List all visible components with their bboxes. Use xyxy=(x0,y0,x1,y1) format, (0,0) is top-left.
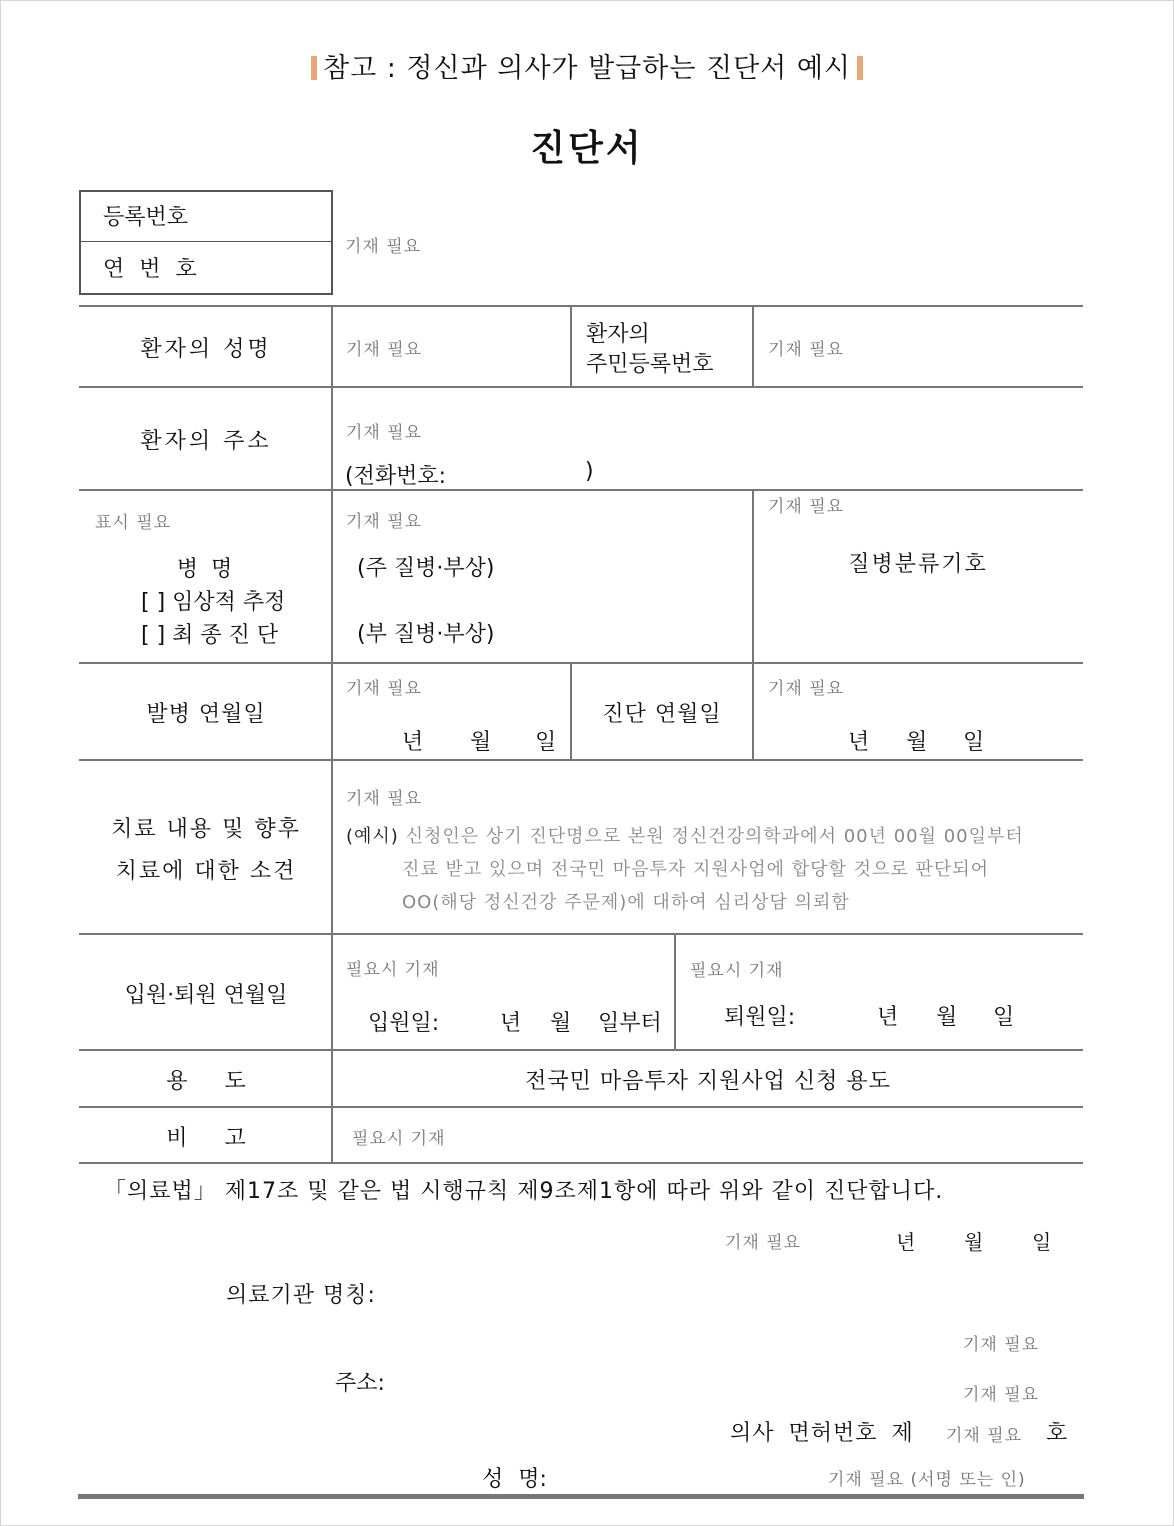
license-suffix: 호 xyxy=(1046,1421,1068,1446)
clinical-estimate-checkbox[interactable]: [ ] 임상적 추정 xyxy=(141,590,286,615)
sub-disease-label: (부 질병·부상) xyxy=(357,622,495,647)
legal-statement: 「의료법」 제17조 및 같은 법 시행규칙 제9조제1항에 따라 위와 같이 진단합니다. xyxy=(104,1179,944,1204)
phone-close: ) xyxy=(585,459,594,484)
treatment-label-line1: 치료 내용 및 향후 xyxy=(111,817,301,842)
diagnosis-date-hint[interactable]: 기재 필요 xyxy=(768,679,845,699)
diagnosis-day: 일 xyxy=(963,730,985,755)
disease-code-label: 질병분류기호 xyxy=(848,552,988,577)
row-line xyxy=(79,305,1083,307)
admission-hint[interactable]: 필요시 기재 xyxy=(346,960,440,980)
column-line xyxy=(674,933,676,1051)
onset-day: 일 xyxy=(535,730,557,755)
row-line xyxy=(79,759,1083,761)
patient-rrn-label-line1: 환자의 xyxy=(586,322,650,347)
header-title xyxy=(0,46,1174,85)
registration-hint[interactable]: 기재 필요 xyxy=(345,237,422,257)
serial-number-label: 연 번 호 xyxy=(103,257,201,282)
diagnosis-month: 월 xyxy=(906,730,928,755)
institution-address-label: 주소: xyxy=(335,1371,385,1396)
column-line xyxy=(570,305,572,388)
diagnosis-date-label: 진단 연월일 xyxy=(602,702,722,727)
admission-month: 월 xyxy=(550,1011,572,1036)
onset-month: 월 xyxy=(470,730,492,755)
institution-name-label: 의료기관 명칭: xyxy=(226,1283,376,1308)
column-line xyxy=(752,305,754,388)
purpose-label: 용 도 xyxy=(166,1069,246,1094)
discharge-year: 년 xyxy=(877,1005,899,1030)
treatment-hint[interactable]: 기재 필요 xyxy=(346,789,423,809)
registration-divider xyxy=(80,241,332,242)
discharge-date-label: 퇴원일: xyxy=(724,1005,796,1030)
treatment-label-line2: 치료에 대한 소견 xyxy=(115,859,297,884)
accent-bar-left xyxy=(311,56,317,80)
column-line xyxy=(331,305,333,1164)
row-line xyxy=(79,662,1083,664)
patient-address-label: 환자의 주소 xyxy=(140,429,272,454)
license-prefix: 의사 면허번호 제 xyxy=(730,1421,914,1446)
issue-day: 일 xyxy=(1032,1230,1052,1254)
remarks-field[interactable]: 필요시 기재 xyxy=(352,1129,446,1149)
main-disease-label: (주 질병·부상) xyxy=(357,556,495,581)
onset-date-hint[interactable]: 기재 필요 xyxy=(346,679,423,699)
admission-label: 입원·퇴원 연월일 xyxy=(124,983,288,1008)
discharge-hint[interactable]: 필요시 기재 xyxy=(690,961,784,981)
example-text-1: 신청인은 상기 진단명으로 본원 정신건강의학과에서 00년 00월 00일부터 xyxy=(405,826,1024,847)
discharge-month: 월 xyxy=(936,1005,958,1030)
document-title: 진단서 xyxy=(530,128,644,169)
column-line xyxy=(752,662,754,761)
diagnosis-year: 년 xyxy=(848,730,870,755)
row-line xyxy=(79,1049,1083,1051)
row-line xyxy=(79,1162,1083,1164)
onset-year: 년 xyxy=(402,730,424,755)
patient-rrn-label-line2: 주민등록번호 xyxy=(586,352,714,377)
license-number-hint[interactable]: 기재 필요 xyxy=(946,1426,1023,1446)
phone-label: (전화번호: xyxy=(345,464,447,489)
treatment-example-line3: OO(해당 정신건강 주문제)에 대하여 심리상담 의뢰함 xyxy=(402,892,850,913)
final-diagnosis-checkbox[interactable]: [ ] 최 종 진 단 xyxy=(141,623,279,648)
row-line xyxy=(79,1106,1083,1108)
treatment-example-line1 xyxy=(346,820,1024,853)
institution-address-hint[interactable]: 기재 필요 xyxy=(963,1385,1040,1405)
admission-year: 년 xyxy=(500,1011,522,1036)
purpose-value: 전국민 마음투자 지원사업 신청 용도 xyxy=(525,1069,891,1094)
disease-code-hint[interactable]: 기재 필요 xyxy=(768,497,845,517)
row-line xyxy=(79,489,1083,491)
remarks-label: 비 고 xyxy=(166,1126,246,1151)
row-line xyxy=(79,933,1083,935)
onset-date-label: 발병 연월일 xyxy=(146,702,266,727)
row-line xyxy=(79,386,1083,388)
header-title-text: 참고 : 정신과 의사가 발급하는 진단서 예시 xyxy=(323,53,851,84)
treatment-example-line2: 진료 받고 있으며 전국민 마음투자 지원사업에 합당할 것으로 판단되어 xyxy=(402,859,990,880)
doctor-name-label: 성 명: xyxy=(482,1467,547,1492)
patient-name-label: 환자의 성명 xyxy=(140,337,272,362)
doctor-signature-hint[interactable]: 기재 필요 (서명 또는 인) xyxy=(828,1470,1026,1490)
issue-month: 월 xyxy=(964,1230,984,1254)
institution-name-hint[interactable]: 기재 필요 xyxy=(963,1335,1040,1355)
footer-rule xyxy=(78,1494,1084,1499)
patient-rrn-field[interactable]: 기재 필요 xyxy=(768,340,845,360)
example-tag: (예시) xyxy=(346,826,399,847)
patient-name-field[interactable]: 기재 필요 xyxy=(346,340,423,360)
diagnosis-mark-hint: 표시 필요 xyxy=(95,513,172,533)
accent-bar-right xyxy=(857,56,863,80)
issue-date-hint[interactable]: 기재 필요 xyxy=(725,1233,802,1253)
admission-date-label: 입원일: xyxy=(368,1011,440,1036)
registration-number-label: 등록번호 xyxy=(103,205,189,230)
diagnosis-label: 병 명 xyxy=(176,557,236,582)
patient-address-field[interactable]: 기재 필요 xyxy=(346,423,423,443)
discharge-day: 일 xyxy=(993,1005,1015,1030)
diagnosis-field-hint[interactable]: 기재 필요 xyxy=(346,512,423,532)
admission-day-from: 일부터 xyxy=(598,1011,662,1036)
issue-year: 년 xyxy=(896,1230,916,1254)
